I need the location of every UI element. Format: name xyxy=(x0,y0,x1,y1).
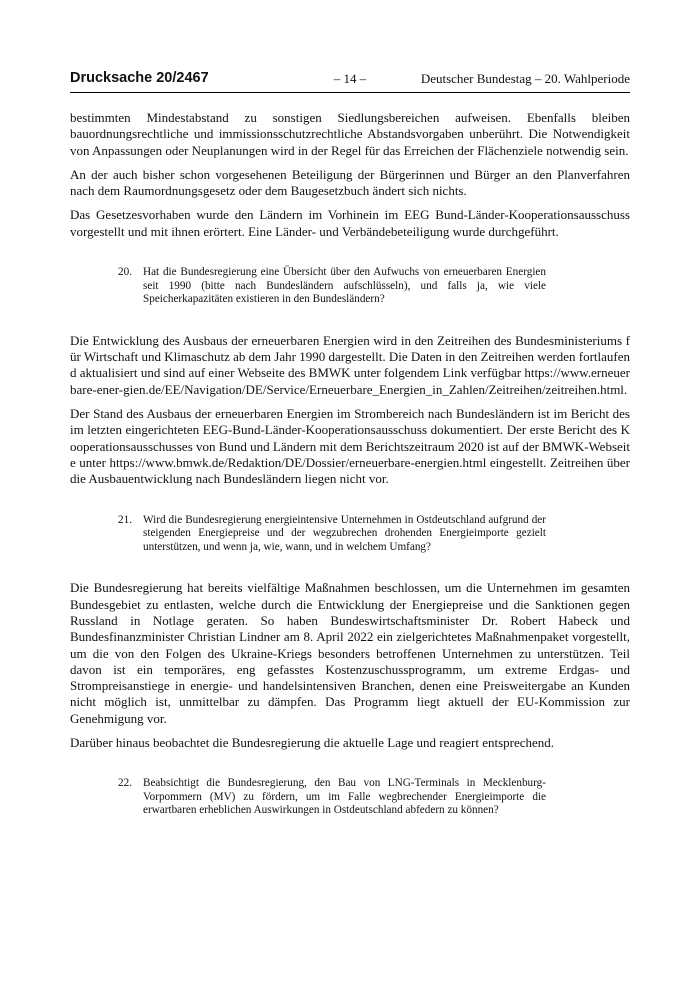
answer-paragraph: Die Entwicklung des Ausbaus der erneuerbaren Energien wird in den Zeitreihen des Bundesministeriums für Wirtschaft und Klimaschutz ab dem Jahr 1990 dargestellt. Die Daten in den Zeitreihen werden fortlaufend aktualisiert und sind auf einer Webseite des BMWK unter folgendem Link verfügbar https://www.erneuerbare-ener-gien.de/EE/Navigation/DE/Service/Erneuerbare_Energien_in_Zahlen/Zeitreihen/zeitreihen.html. xyxy=(70,332,630,397)
page-header xyxy=(70,70,630,93)
question-number: 22. xyxy=(118,777,132,790)
answer-paragraph: Die Bundesregierung hat bereits vielfältige Maßnahmen beschlossen, um die Unternehmen im gesamten Bundesgebiet zu entlasten, welche durch die Entwicklung der Energiepreise und die Sanktionen gegen Russland in Notlage geraten. So haben Bundeswirtschaftsminister Dr. Robert Habeck und Bundesfinanzminister Christian Lindner am 8. April 2022 ein zielgerichtetes Maßnahmenpaket vorgestellt, um die von den Folgen des Ukraine-Kriegs besonders betroffenen Unternehmen zu unterstützen. Teil davon ist ein temporäres, eng gefasstes Kostenzuschussprogramm, um extreme Erdgas- und Strompreisanstiege in energie- und handelsintensiven Branchen, denen eine Preisweitergabe an Kunden nicht möglich ist, unmittelbar zu dämpfen. Das Programm liegt aktuell der EU-Kommission zur Genehmigung vor. xyxy=(70,580,630,726)
parliament-period: Deutscher Bundestag – 20. Wahlperiode xyxy=(420,71,630,86)
question-text: Hat die Bundesregierung eine Übersicht über den Aufwuchs von erneuerbaren Energien seit 1990 (bitte nach Bundesländern aufschlüsseln), und falls ja, wie viele Speicherkapazitäten existieren in den Bundesländern? xyxy=(143,266,546,306)
answer-paragraph: Der Stand des Ausbaus der erneuerbaren Energien im Strombereich nach Bundesländern ist im Bericht des im letzten eingerichteten EEG-Bund-Länder-Kooperationsausschuss dokumentiert. Der erste Bericht des Kooperationsausschusses von Bund und Ländern mit dem Berichtszeitraum 2020 ist auf der BMWK-Webseite unter https://www.bmwk.de/Redaktion/DE/Dossier/erneuerbare-energien.html eingestellt. Zeitreihen über die Ausbauentwicklung nach Bundesländern liegen nicht vor. xyxy=(70,406,631,487)
paragraph: Das Gesetzesvorhaben wurde den Ländern im Vorhinein im EEG Bund-Länder-Kooperationsausschuss vorgestellt und mit ihnen erörtert. Eine Länder- und Verbändebeteiligung wurde durchgeführt. xyxy=(70,207,630,239)
question-number: 21. xyxy=(118,513,132,526)
question-22 xyxy=(118,777,546,818)
question-text: Wird die Bundesregierung energieintensive Unternehmen in Ostdeutschland aufgrund der steigenden Energiepreise und der wegzubrechen drohenden Energieimporte gezielt unterstützen, und wenn ja, wie, wann, und in welchem Umfang? xyxy=(143,513,546,553)
question-21 xyxy=(118,514,546,555)
document-number: Drucksache 20/2467 xyxy=(70,70,209,86)
page-number: – 14 – xyxy=(333,71,367,86)
question-20 xyxy=(118,266,546,307)
paragraph: bestimmten Mindestabstand zu sonstigen Siedlungsbereichen aufweisen. Ebenfalls bleiben bauordnungsrechtliche und immissionsschutzrechtliche Abstandsvorgaben unberührt. Die Notwendigkeit von Anpassungen oder Neuplanungen wird in der Regel für das Erreichen der Flächenziele notwendig sein. xyxy=(70,110,630,158)
paragraph: An der auch bisher schon vorgesehenen Beteiligung der Bürgerinnen und Bürger an den Planverfahren nach dem Raumordnungsgesetz oder dem Baugesetzbuch ändert sich nichts. xyxy=(70,166,630,199)
question-number: 20. xyxy=(118,266,132,279)
answer-paragraph: Darüber hinaus beobachtet die Bundesregierung die aktuelle Lage und reagiert entsprechend. xyxy=(70,734,555,750)
question-text: Beabsichtigt die Bundesregierung, den Bau von LNG-Terminals in Mecklenburg-Vorpommern (MV) zu fördern, um im Falle wegbrechender Energieimporte die erwartbaren erheblichen Auswirkungen in Ostdeutschland abfedern zu können? xyxy=(143,777,546,817)
document-body xyxy=(70,110,630,844)
